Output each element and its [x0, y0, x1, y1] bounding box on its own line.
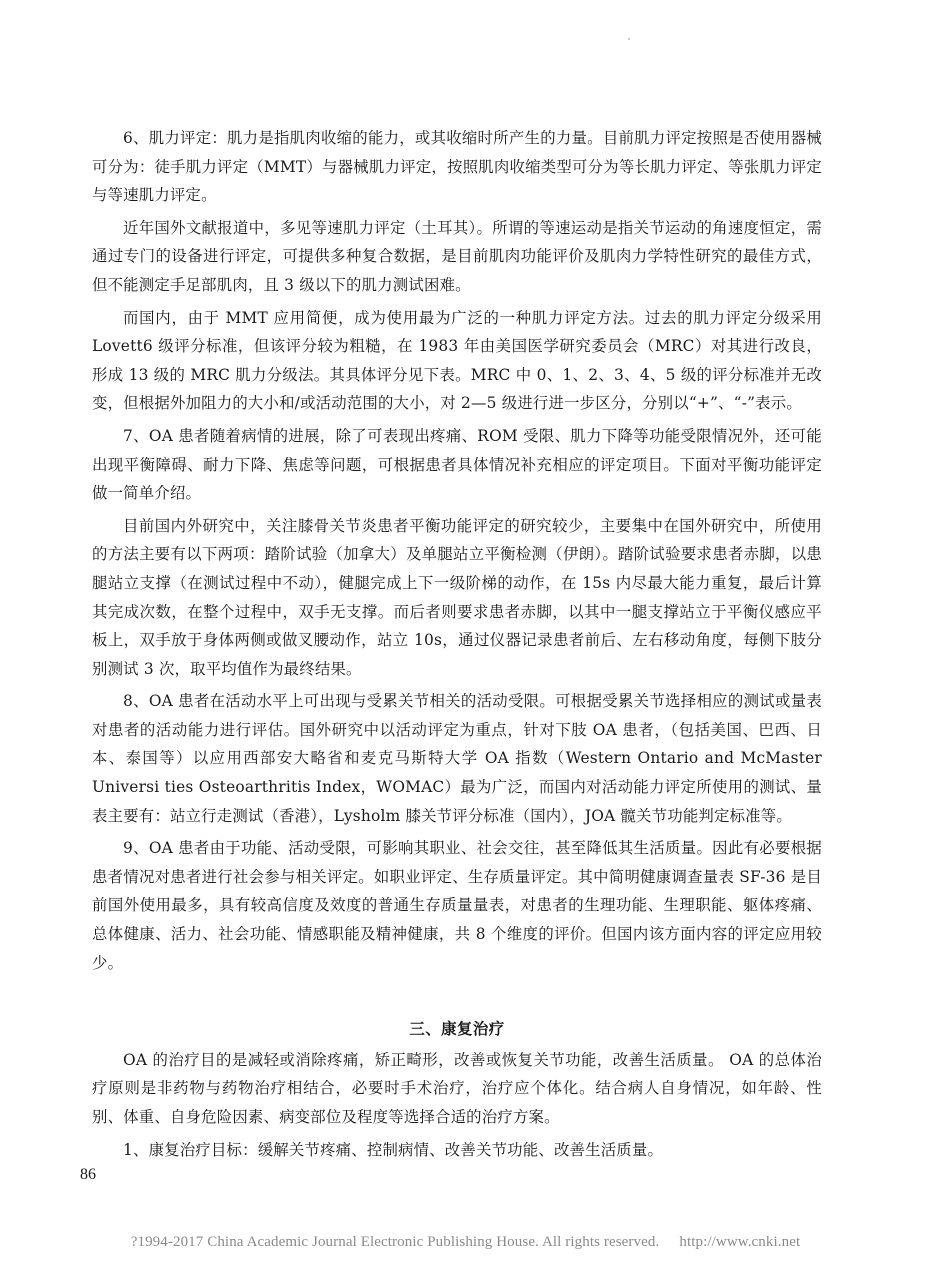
footer — [0, 1234, 931, 1251]
section-heading: 三、康复治疗 — [409, 1020, 505, 1039]
paragraph-balance-methods: 目前国内外研究中，关注膝骨关节炎患者平衡功能评定的研究较少，主要集中在国外研究中，所使用的方法主要有以下两项：踏阶试验（加拿大）及单腿站立平衡检测（伊朗）。踏阶试验要求患者赤脚，以患腿站立支撑（在测试过程中不动），健腿完成上下一级阶梯的动作，在 15s 内尽最大能力重复，最后计算其完成次数，在整个过程中，双手无支撑。而后者则要求患者赤脚，以其中一腿支撑站立于平衡仪感应平板上，双手放于身体两侧或做叉腰动作，站立 10s，通过仪器记录患者前后、左右移动角度，每侧下肢分别测试 3 次，取平均值作为最终结果。 — [92, 516, 822, 678]
footer-url: http://www.cnki.net — [679, 1234, 801, 1250]
paragraph-treatment-goals: 1、康复治疗目标：缓解关节疼痛、控制病情、改善关节功能、改善生活质量。 — [123, 1140, 664, 1159]
paragraph-mmt: 而国内，由于 MMT 应用简便，成为使用最为广泛的一种肌力评定方法。过去的肌力评定分级采用 Lovett6 级评分标准，但该评分较为粗糙，在 1983 年由美国医学研究委员会（MRC）对其进行改良，形成 13 级的 MRC 肌力分级法。其具体评分见下表。MRC 中 0、1、2、3、4、5 级的评分标准并无改变，但根据外加阻力的大小和/或活动范围的大小，对 2—5 级进行进一步区分，分别以“+”、“-”表示。 — [92, 308, 822, 413]
scan-speck — [628, 38, 630, 40]
body-text — [92, 124, 822, 1168]
footer-copyright: ?1994-2017 China Academic Journal Electronic Publishing House. All rights reserved. — [130, 1234, 660, 1250]
paragraph-social-participation: 9、OA 患者由于功能、活动受限，可影响其职业、社会交往，甚至降低其生活质量。因此有必要根据患者情况对患者进行社会参与相关评定。如职业评定、生存质量评定。其中简明健康调查量表 SF-36 是目前国外使用最多，具有较高信度及效度的普通生存质量量表，对患者的生理功能、生理职能、躯体疼痛、总体健康、活力、社会功能、情感职能及精神健康，共 8 个维度的评价。但国内该方面内容的评定应用较少。 — [92, 839, 822, 972]
paragraph-balance-intro: 7、OA 患者随着病情的进展，除了可表现出疼痛、ROM 受限、肌力下降等功能受限情况外，还可能出现平衡障碍、耐力下降、焦虑等问题，可根据患者具体情况补充相应的评定项目。下面对平衡功能评定做一简单介绍。 — [92, 426, 822, 503]
page-number: 86 — [80, 1166, 96, 1183]
paragraph-muscle-strength: 6、肌力评定：肌力是指肌肉收缩的能力，或其收缩时所产生的力量。目前肌力评定按照是否使用器械可分为：徒手肌力评定（MMT）与器械肌力评定，按照肌肉收缩类型可分为等长肌力评定、等张肌力评定与等速肌力评定。 — [92, 129, 822, 205]
paragraph-activity: 8、OA 患者在活动水平上可出现与受累关节相关的活动受限。可根据受累关节选择相应的测试或量表对患者的活动能力进行评估。国外研究中以活动评定为重点，针对下肢 OA 患者，（包括美国、巴西、日本、泰国等）以应用西部安大略省和麦克马斯特大学 OA 指数（Western Ontario and McMaster Universi ties Osteoarthritis Index，WOMAC）最为广泛，而国内对活动能力评定所使用的测试、量表主要有：站立行走测试（香港），Lysholm 膝关节评分标准（国内），JOA 髋关节功能判定标准等。 — [92, 692, 822, 825]
paragraph-isokinetic: 近年国外文献报道中，多见等速肌力评定（土耳其）。所谓的等速运动是指关节运动的角速度恒定，需通过专门的设备进行评定，可提供多种复合数据，是目前肌肉功能评价及肌肉力学特性研究的最佳方式，但不能测定手足部肌肉，且 3 级以下的肌力测试困难。 — [92, 218, 822, 294]
paragraph-treatment-principles: OA 的治疗目的是减轻或消除疼痛，矫正畸形，改善或恢复关节功能，改善生活质量。 OA 的总体治疗原则是非药物与药物治疗相结合，必要时手术治疗，治疗应个体化。结合病人自身情况，如年龄、性别、体重、自身危险因素、病变部位及程度等选择合适的治疗方案。 — [92, 1050, 822, 1126]
